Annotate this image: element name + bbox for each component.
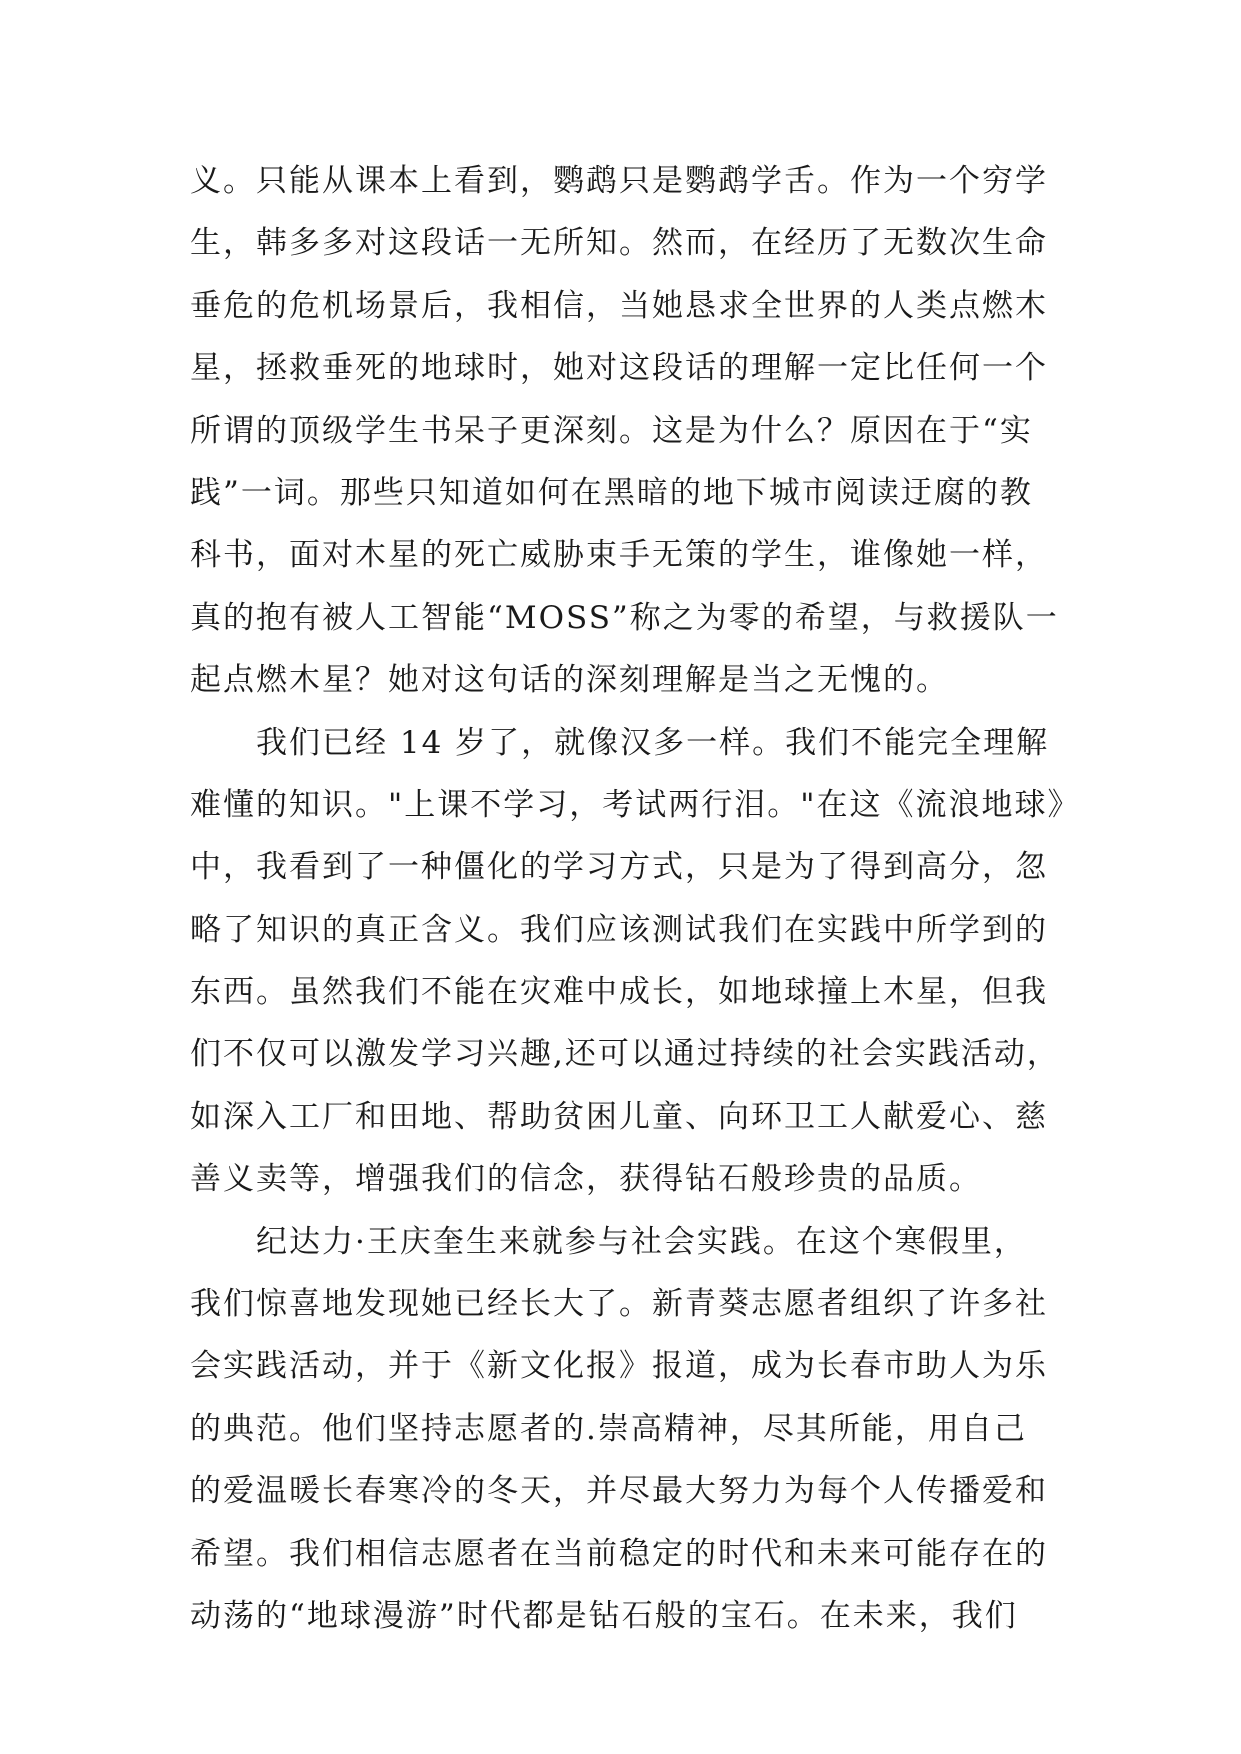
text-line: 义。只能从课本上看到，鹦鹉只是鹦鹉学舌。作为一个穷学 (190, 163, 1048, 199)
text-line: 真的抱有被人工智能“MOSS”称之为零的希望，与救援队一 (190, 599, 1059, 636)
text-line: 的爱温暖长春寒冷的冬天，并尽最大努力为每个人传播爱和 (190, 1473, 1048, 1510)
text-line: 会实践活动，并于《新文化报》报道，成为长春市助人为乐 (190, 1348, 1048, 1385)
text-line: 我们已经 14 岁了，就像汉多一样。我们不能完全理解 (190, 724, 1050, 761)
text-line: 略了知识的真正含义。我们应该测试我们在实践中所学到的 (190, 911, 1048, 948)
text-line: 希望。我们相信志愿者在当前稳定的时代和未来可能存在的 (190, 1535, 1048, 1572)
text-line: 星，拯救垂死的地球时，她对这段话的理解一定比任何一个 (190, 350, 1048, 387)
text-line: 生，韩多多对这段话一无所知。然而，在经历了无数次生命 (190, 225, 1048, 262)
text-line: 科书，面对木星的死亡威胁束手无策的学生，谁像她一样， (190, 537, 1048, 574)
text-line: 起点燃木星？她对这句话的深刻理解是当之无愧的。 (190, 662, 949, 699)
text-line: 垂危的危机场景后，我相信，当她恳求全世界的人类点燃木 (190, 287, 1048, 324)
text-line: 我们惊喜地发现她已经长大了。新青葵志愿者组织了许多社 (190, 1286, 1048, 1323)
text-line: 如深入工厂和田地、帮助贫困儿童、向环卫工人献爱心、慈 (190, 1098, 1048, 1135)
text-line: 东西。虽然我们不能在灾难中成长，如地球撞上木星，但我 (190, 974, 1048, 1011)
body-text (190, 150, 1081, 1647)
text-line: 的典范。他们坚持志愿者的.崇高精神，尽其所能，用自己 (190, 1410, 1027, 1447)
text-line: 纪达力·王庆奎生来就参与社会实践。在这个寒假里， (190, 1223, 1027, 1260)
text-line: 善义卖等，增强我们的信念，获得钻石般珍贵的品质。 (190, 1161, 982, 1198)
text-line: 中，我看到了一种僵化的学习方式，只是为了得到高分，忽 (190, 849, 1048, 886)
text-line: 践”一词。那些只知道如何在黑暗的地下城市阅读迂腐的教 (190, 474, 1033, 511)
text-line: 所谓的顶级学生书呆子更深刻。这是为什么？原因在于“实 (190, 412, 1033, 449)
text-line: 们不仅可以激发学习兴趣,还可以通过持续的社会实践活动， (190, 1036, 1060, 1073)
text-line: 动荡的“地球漫游”时代都是钻石般的宝石。在未来，我们 (190, 1597, 1018, 1634)
text-line: 难懂的知识。"上课不学习，考试两行泪。"在这《流浪地球》 (190, 786, 1081, 823)
